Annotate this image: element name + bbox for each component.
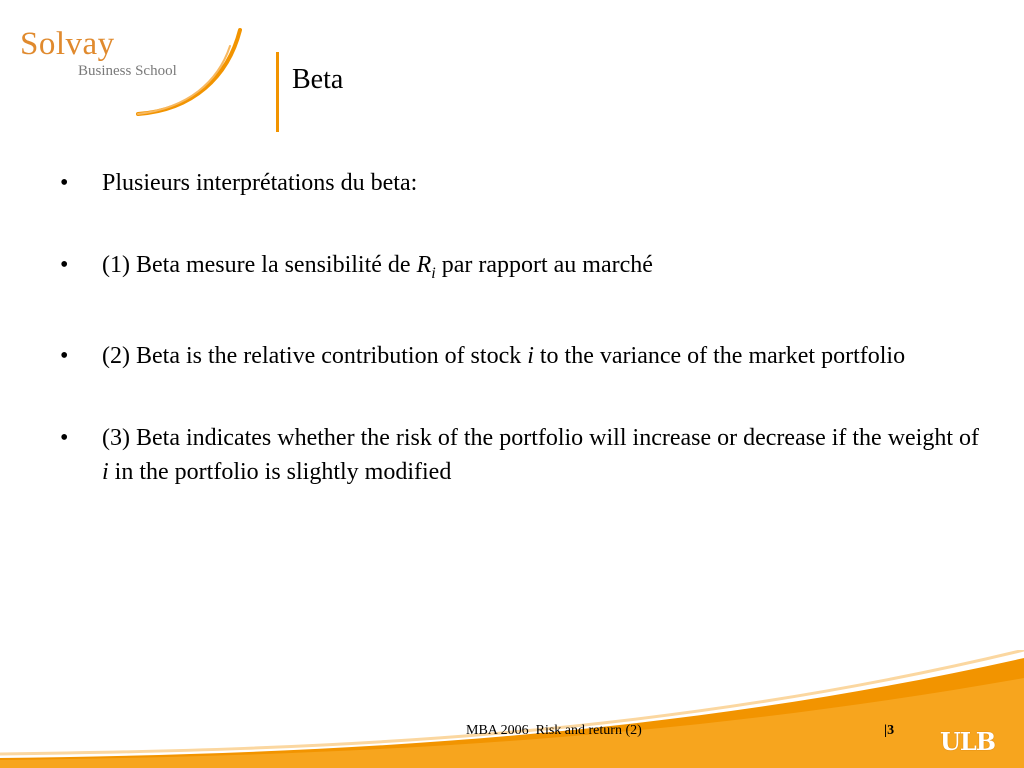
bullet-item (60, 248, 980, 291)
bullet-marker: • (60, 252, 69, 278)
bullet-text: i (527, 342, 534, 369)
bullet-text: par rapport au marché (435, 252, 653, 278)
logo-subtitle: Business School (78, 63, 177, 79)
logo-wordmark: Solvay (20, 26, 115, 62)
bullet-text: to the variance of the market portfolio (533, 342, 906, 369)
bullet-marker: • (60, 170, 69, 196)
bullet-text: (2) Beta is the relative contribution of stock (102, 342, 528, 369)
bullet-text: (1) Beta mesure la sensibilité de (102, 252, 417, 278)
title-divider (276, 52, 279, 132)
bullet-item (60, 421, 980, 489)
footer-wave (0, 650, 1024, 768)
bullet-text: i (102, 458, 109, 485)
bullet-text: R (416, 252, 432, 278)
bullet-marker: • (60, 424, 69, 451)
bullet-list (60, 166, 980, 537)
slide-title: Beta (292, 64, 344, 95)
page-number: |3 (884, 723, 895, 738)
footer-text: MBA 2006 Risk and return (2) (466, 723, 642, 738)
bullet-text: Plusieurs interprétations du beta: (102, 170, 418, 196)
bullet-item (60, 339, 980, 373)
bullet-text: (3) Beta indicates whether the risk of the portfolio will increase or decrease if the weight of (102, 424, 980, 451)
bullet-item (60, 166, 980, 200)
bullet-marker: • (60, 342, 69, 369)
bullet-text: i (431, 264, 436, 282)
solvay-logo (18, 22, 248, 122)
ulb-logo: ULB (940, 727, 996, 756)
bullet-text: in the portfolio is slightly modified (108, 458, 452, 485)
